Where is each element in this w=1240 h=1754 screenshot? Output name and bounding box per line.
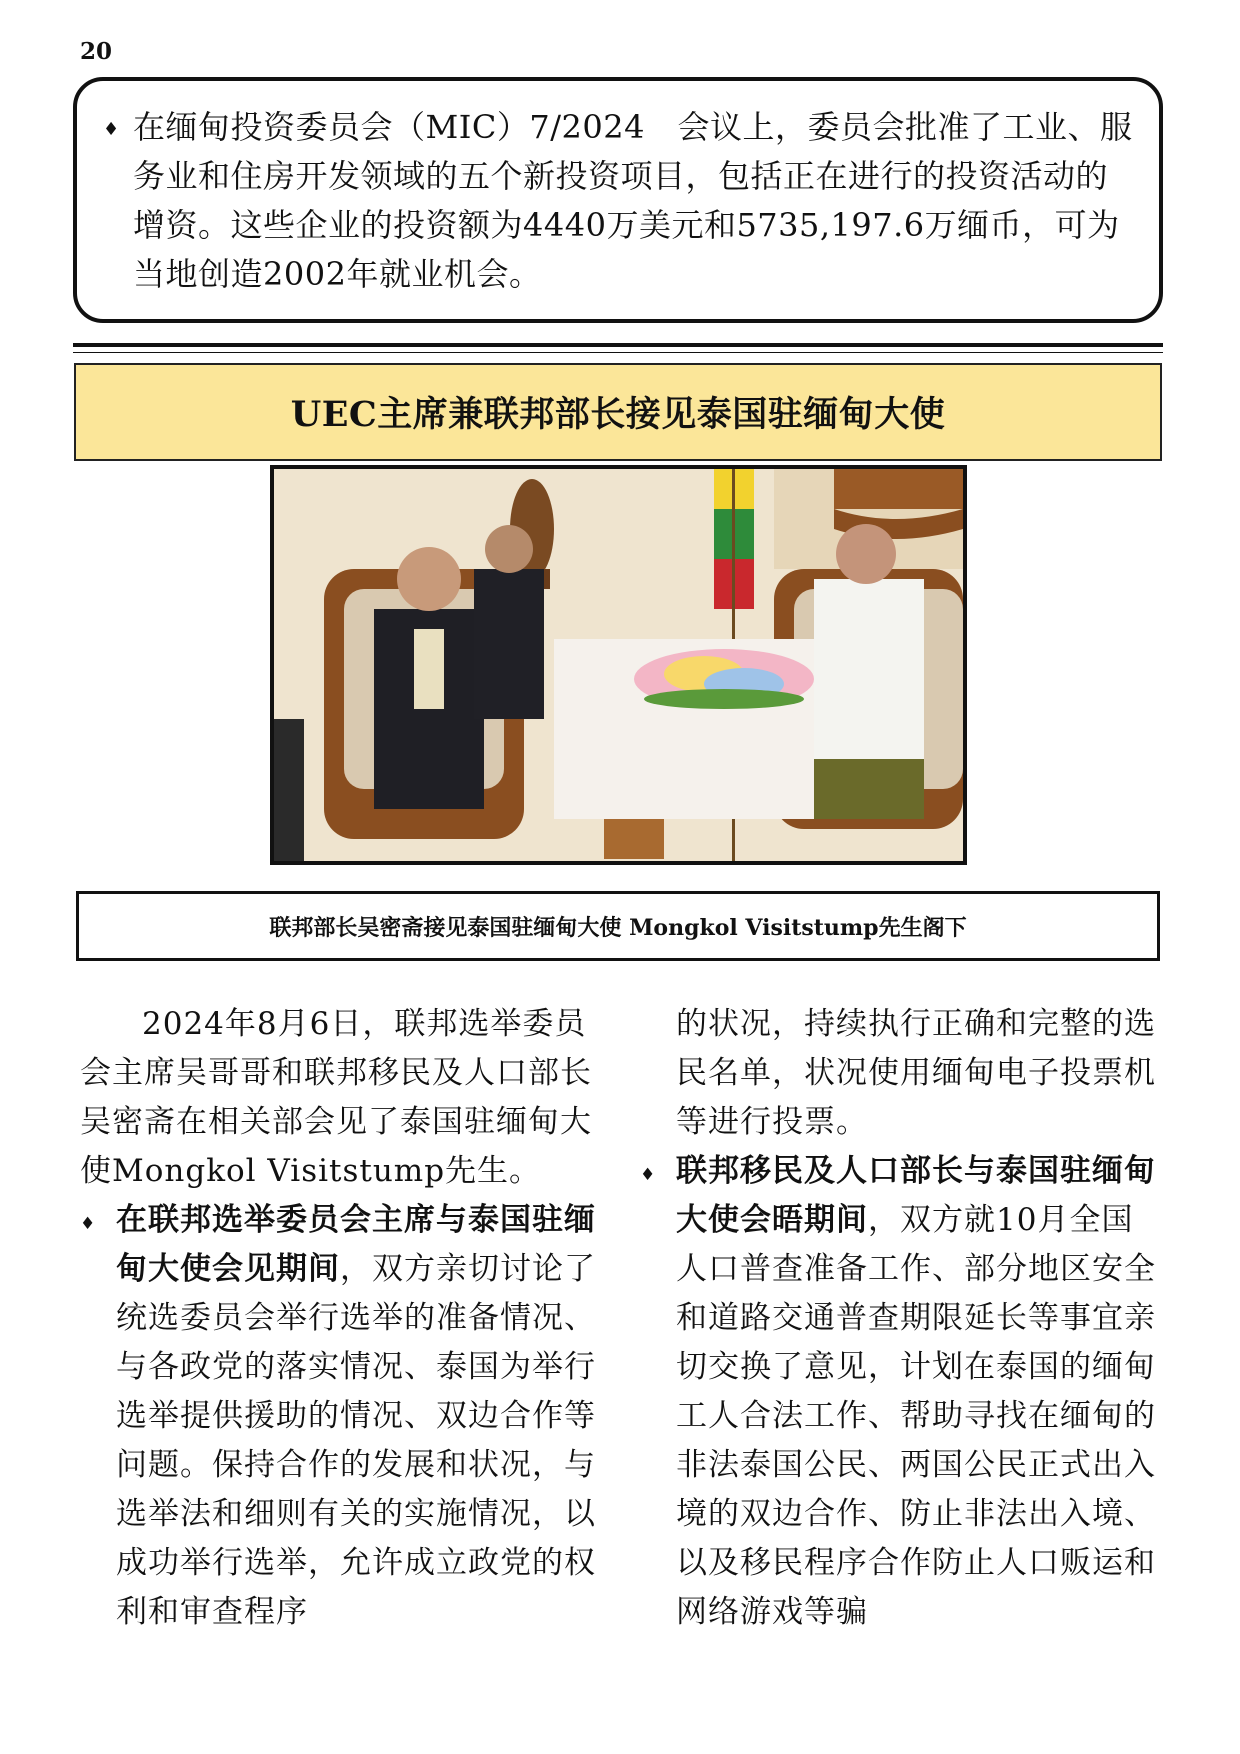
bullet-icon: ♦ [103, 119, 120, 140]
meeting-photo [270, 465, 967, 865]
bullet-icon: ♦ [80, 1214, 97, 1234]
bullet-icon: ♦ [640, 1165, 657, 1185]
bullet-2-lead: 联邦移民及人口部长与泰国驻缅甸大使会晤期间 [676, 1153, 1156, 1238]
meeting-photo-image [274, 469, 963, 861]
article-column-left [80, 1000, 600, 1637]
divider-thick [73, 343, 1163, 347]
bullet-2-text: ，双方就10月全国人口普查准备工作、部分地区安全和道路交通普查期限延长等事宜亲切交换了意见，计划在泰国的缅甸工人合法工作、帮助寻找在缅甸的非法泰国公民、两国公民正式出入境的双边合作、防止非法出入境、以及移民程序合作防止人口贩运和网络游戏等骗 [676, 1202, 1156, 1630]
article-title-banner [74, 363, 1162, 461]
bullet-1-lead: 在联邦选举委员会主席与泰国驻缅甸大使会见期间 [116, 1202, 596, 1287]
article-title: UEC主席兼联邦部长接见泰国驻缅甸大使 [290, 394, 946, 435]
highlight-box [73, 77, 1163, 323]
photo-caption-box [76, 891, 1160, 961]
highlight-text: 在缅甸投资委员会（MIC）7/2024 会议上，委员会批准了工业、服务业和住房开发领域的五个新投资项目，包括正在进行的投资活动的增资。这些企业的投资额为4440万美元和5735,197.6万缅币，可为当地创造2002年就业机会。 [133, 108, 1133, 293]
article-column-right [640, 1000, 1158, 1637]
bullet-1-continued: 的状况，持续执行正确和完整的选民名单，状况使用缅甸电子投票机等进行投票。 [676, 1006, 1156, 1140]
article-intro: 2024年8月6日，联邦选举委员会主席吴哥哥和联邦移民及人口部长吴密斋在相关部会见了泰国驻缅甸大使Mongkol Visitstump先生。 [80, 1006, 592, 1189]
divider-thin [73, 352, 1163, 353]
article-bullet-1 [80, 1196, 600, 1637]
article-bullet-2 [640, 1147, 1158, 1637]
page-number: 20 [80, 38, 113, 65]
photo-caption: 联邦部长吴密斋接见泰国驻缅甸大使 Mongkol Visitstump先生阁下 [269, 914, 967, 941]
bullet-1-text: ，双方亲切讨论了统选委员会举行选举的准备情况、与各政党的落实情况、泰国为举行选举提供援助的情况、双边合作等问题。保持合作的发展和状况，与选举法和细则有关的实施情况，以成功举行选举，允许成立政党的权利和审查程序 [116, 1251, 596, 1630]
